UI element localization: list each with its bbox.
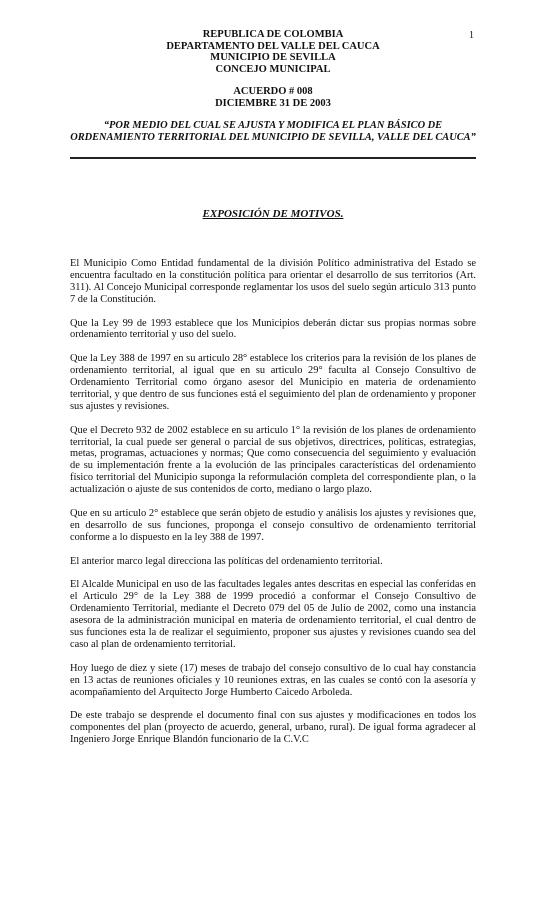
header-country: REPUBLICA DE COLOMBIA bbox=[202, 29, 344, 40]
body-paragraph: El Alcalde Municipal en uso de las facultades legales antes descritas en especial las conferidas en el Articulo 29° de la Ley 388 de 1999 procedió a conformar el Consejo Consultivo de Ordenamiento Territorial, mediante el Decreto 079 del 05 de Julio de 2002, como una instancia asesora de la administración municipal en materia de ordenamiento territorial, el cual dentro de sus funciones esta la de realizar el seguimiento, proponer sus ajustes y revisiones cuando sea del caso al plan de ordenamiento territorial. bbox=[70, 579, 476, 650]
title-divider bbox=[70, 157, 476, 159]
agreement-title: “POR MEDIO DEL CUAL SE AJUSTA Y MODIFICA EL PLAN BÁSICO DE ORDENAMIENTO TERRITORIAL DEL MUNICIPIO DE SEVILLA, VALLE DEL CAUCA” bbox=[70, 120, 476, 143]
agreement-number: ACUERDO # 008 bbox=[233, 86, 313, 98]
section-heading: EXPOSICIÓN DE MOTIVOS. bbox=[202, 208, 344, 220]
header-council: CONCEJO MUNICIPAL bbox=[215, 63, 331, 75]
body-paragraph: Que la Ley 388 de 1997 en su articulo 28° establece los criterios para la revisión de los planes de ordenamiento territorial, al igual que en su articulo 29° faculta al Consejo Consultivo de Ordenamiento Territorial como órgano asesor del Municipio en materia de ordenamiento territorial, y que dentro de sus funciones está el seguimiento del plan de ordenamiento y proponer sus ajustes y revisiones. bbox=[70, 353, 476, 412]
body-paragraph: Hoy luego de diez y siete (17) meses de trabajo del consejo consultivo de lo cual hay constancia en 13 actas de reuniones oficiales y 10 reuniones extras, en las cuales se contó con la asesoría y acompañamiento del Arquitecto Jorge Humberto Caicedo Arboleda. bbox=[70, 662, 476, 698]
body-paragraph: Que la Ley 99 de 1993 establece que los Municipios deberán dictar sus propias normas sobre ordenamiento territorial y uso del suelo. bbox=[70, 317, 476, 341]
header-department: DEPARTAMENTO DEL VALLE DEL CAUCA bbox=[166, 40, 380, 52]
header-spacer bbox=[70, 75, 476, 86]
header-municipality: MUNICIPIO DE SEVILLA bbox=[210, 52, 336, 64]
body-paragraph: El Municipio Como Entidad fundamental de la división Político administrativa del Estado se encuentra facultado en la constitución política para orientar el desarrollo de sus territorios (Art. 311). Al Concejo Municipal corresponde reglamentar los usos del suelo según articulo 313 punto 7 de la Constitución. bbox=[70, 258, 476, 305]
body-paragraph: Que el Decreto 932 de 2002 establece en su articulo 1° la revisión de los planes de ordenamiento territorial, la cual puede ser general o parcial de sus objetivos, directrices, políticas, estrategias, metas, programas, actuaciones y normas; Que como consecuencia del seguimiento y evaluación de su implementación frente a la evolución de las principales características del ordenamiento físico territorial del Municipio suponga la reformulación completa del correspondiente plan, o la actualización o ajuste de sus contenidos de corto, mediano o largo plazo. bbox=[70, 424, 476, 496]
page-number: 1 bbox=[469, 30, 474, 41]
body-paragraph: El anterior marco legal direcciona las políticas del ordenamiento territorial. bbox=[70, 555, 383, 567]
agreement-date: DICIEMBRE 31 DE 2003 bbox=[215, 97, 331, 109]
body-paragraph: De este trabajo se desprende el documento final con sus ajustes y modificaciones en todos los componentes del plan (proyecto de acuerdo, general, urbano, rural). De igual forma agradecer al Ingeniero Jorge Enrique Blandón funcionario de la C.V.C bbox=[70, 710, 476, 746]
document-header bbox=[70, 29, 476, 110]
document-body bbox=[70, 258, 476, 758]
body-paragraph: Que en su articulo 2° establece que serán objeto de estudio y análisis los ajustes y revisiones que, en desarrollo de sus funciones, proponga el consejo consultivo de ordenamiento territorial conforme a lo dispuesto en la ley 388 de 1997. bbox=[70, 507, 476, 543]
